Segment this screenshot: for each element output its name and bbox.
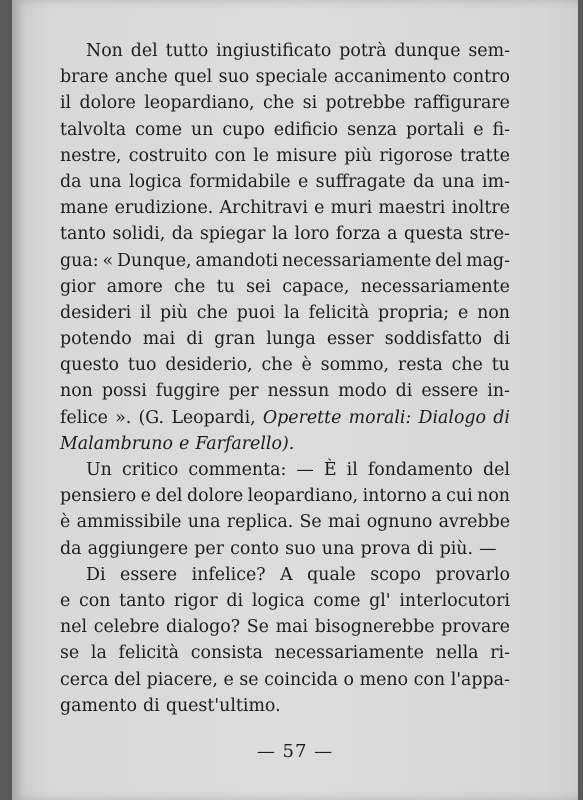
word: e xyxy=(179,433,190,454)
word: di xyxy=(186,329,204,350)
word: essere xyxy=(120,564,178,585)
word: suffragate xyxy=(315,171,406,192)
text-line xyxy=(60,405,510,431)
word: portali xyxy=(405,119,465,140)
word: dunque xyxy=(394,41,461,61)
word: commenta: xyxy=(188,460,287,480)
word: in- xyxy=(487,381,510,402)
word: con xyxy=(214,145,247,166)
word: cerca xyxy=(60,669,109,690)
word: felice xyxy=(60,407,108,428)
word: speciale xyxy=(255,67,328,88)
word: amandoti xyxy=(195,250,279,271)
word: sei xyxy=(246,276,271,297)
word: fuggire xyxy=(155,381,220,402)
word: che xyxy=(261,355,293,376)
word: e xyxy=(60,590,71,611)
word: del xyxy=(435,250,463,271)
word: spiegar xyxy=(199,224,266,245)
word: ognuno xyxy=(366,512,433,533)
word: a xyxy=(431,486,442,507)
word: con xyxy=(79,590,111,611)
word: soddisfatto xyxy=(384,329,483,350)
word: esser xyxy=(326,329,374,350)
word: o xyxy=(343,669,355,690)
word: che xyxy=(263,93,295,114)
word: meno xyxy=(359,669,409,690)
text-line xyxy=(60,221,510,247)
word: tu xyxy=(216,276,235,297)
word: mai xyxy=(142,329,176,350)
word: questo xyxy=(60,355,120,376)
word: scopo xyxy=(370,564,421,585)
word: Dunque, xyxy=(117,250,192,271)
word: È xyxy=(323,460,337,480)
word: tuo xyxy=(127,355,157,376)
text-line xyxy=(60,640,510,666)
word: prova xyxy=(360,538,411,559)
word: formidabile xyxy=(189,171,291,192)
word: possi xyxy=(101,381,147,402)
word: di xyxy=(395,381,413,402)
word: pensiero xyxy=(60,486,137,507)
paragraph xyxy=(60,457,510,562)
word: del xyxy=(130,41,158,61)
text-line xyxy=(60,588,510,614)
word: desideri xyxy=(60,302,132,323)
word: un xyxy=(190,119,214,140)
word: resta xyxy=(397,355,443,376)
word: potrà xyxy=(339,41,387,61)
text-line xyxy=(60,536,510,562)
word: ammissibile xyxy=(76,512,182,533)
word: una xyxy=(187,512,221,533)
word: e xyxy=(297,171,309,192)
word: dialogo? xyxy=(166,617,241,638)
word: una xyxy=(441,171,475,192)
word: provare xyxy=(441,617,510,638)
word: Di xyxy=(86,564,106,585)
word: solidi, xyxy=(112,224,166,245)
word: accanimento xyxy=(333,67,447,88)
word: edificio xyxy=(273,119,339,140)
word: Se xyxy=(246,617,269,638)
word: maestri xyxy=(378,198,446,219)
word: e xyxy=(473,119,484,140)
word: più xyxy=(344,145,373,166)
text-line xyxy=(60,195,510,221)
word: stre- xyxy=(469,224,510,245)
word: non xyxy=(477,486,510,507)
word: nel xyxy=(60,617,88,638)
word: interlocutori xyxy=(399,590,510,611)
word: tanto xyxy=(119,590,166,611)
word: la xyxy=(90,643,107,664)
word: « xyxy=(102,250,114,271)
word: sem- xyxy=(468,41,510,61)
word: contro xyxy=(452,67,510,88)
word: nessun xyxy=(267,381,330,402)
word: im- xyxy=(482,171,510,192)
word: è xyxy=(301,355,312,376)
word: che xyxy=(196,302,228,323)
text-line xyxy=(60,90,510,116)
word: forza xyxy=(335,224,381,245)
word: tutto xyxy=(165,41,209,61)
word: A xyxy=(280,564,293,585)
word: come xyxy=(313,590,361,611)
word: quale xyxy=(307,564,356,585)
word: avrebbe xyxy=(438,512,510,533)
word: necessariamente xyxy=(281,250,432,271)
word: (G. xyxy=(138,407,165,428)
word: Un xyxy=(86,460,112,480)
word: da xyxy=(412,171,435,192)
word: logica xyxy=(251,590,305,611)
word: il xyxy=(60,93,72,114)
word: una xyxy=(88,171,122,192)
word: leopardiano, xyxy=(247,486,359,507)
word: amore xyxy=(106,276,163,297)
word: necessariamente xyxy=(360,276,510,297)
text-line xyxy=(60,614,510,640)
word: questa xyxy=(404,224,463,245)
word: di xyxy=(143,695,160,716)
word: quest'ultimo. xyxy=(165,695,281,716)
word: modo xyxy=(338,381,387,402)
word: di xyxy=(416,538,434,559)
word: consista xyxy=(190,643,263,664)
word: Leopardi, xyxy=(171,407,256,428)
word: puoi xyxy=(236,302,276,323)
word: e xyxy=(223,669,234,690)
word: Malambruno xyxy=(60,433,173,454)
word: Dialogo xyxy=(418,407,487,428)
word: mai xyxy=(328,512,361,533)
word: bisognerebbe xyxy=(314,617,435,638)
word: inoltre xyxy=(451,198,510,219)
word: di xyxy=(226,590,244,611)
word: e xyxy=(457,302,469,323)
word: tu xyxy=(491,355,510,376)
word: desiderio, xyxy=(165,355,253,376)
word: mag- xyxy=(466,250,510,271)
word: rigorose xyxy=(379,145,453,166)
word: per xyxy=(194,538,225,559)
word: che xyxy=(174,276,206,297)
word: non xyxy=(477,302,510,323)
word: logica xyxy=(129,171,182,192)
word: ». xyxy=(115,407,132,428)
word: potendo xyxy=(60,329,132,350)
word: potrebbe xyxy=(325,93,406,114)
word: senza xyxy=(347,119,398,140)
word: da xyxy=(171,224,194,245)
text-line xyxy=(60,693,510,719)
word: leopardiano, xyxy=(144,93,255,114)
word: gran xyxy=(214,329,256,350)
text-line xyxy=(60,431,510,457)
word: aggiungere xyxy=(87,538,189,559)
word: loro xyxy=(294,224,330,245)
word: replica. xyxy=(226,512,294,533)
word: quel xyxy=(174,67,213,88)
word: Operette xyxy=(262,407,342,428)
word: misure xyxy=(276,145,338,166)
word: il xyxy=(140,302,152,323)
word: ri- xyxy=(490,643,510,664)
word: felicità xyxy=(308,302,370,323)
word: nella xyxy=(435,643,479,664)
word: Architravi xyxy=(219,198,308,219)
word: costruito xyxy=(128,145,208,166)
word: anche xyxy=(114,67,168,88)
book-page xyxy=(12,0,578,800)
word: tratte xyxy=(460,145,510,166)
word: erudizione. xyxy=(114,198,214,219)
text-line xyxy=(60,509,510,535)
word: e xyxy=(140,486,151,507)
word: la xyxy=(283,302,300,323)
word: cupo xyxy=(222,119,265,140)
word: fondamento xyxy=(367,460,473,480)
word: piacere, xyxy=(146,669,218,690)
text-line xyxy=(60,562,510,588)
word: provarlo xyxy=(435,564,510,585)
text-line xyxy=(60,143,510,169)
word: si xyxy=(302,93,318,114)
body-text xyxy=(60,38,510,719)
word: suo xyxy=(218,67,250,88)
text-line xyxy=(60,667,510,693)
word: del xyxy=(155,486,183,507)
word: se xyxy=(239,669,259,690)
word: a xyxy=(387,224,398,245)
word: sommo, xyxy=(320,355,390,376)
word: necessariamente xyxy=(274,643,424,664)
word: di xyxy=(493,329,510,350)
word: conto xyxy=(230,538,279,559)
word: gua: xyxy=(60,250,99,271)
word: è xyxy=(60,512,71,533)
word: del xyxy=(482,460,510,480)
text-line xyxy=(60,457,510,483)
word: la xyxy=(272,224,289,245)
word: più xyxy=(159,302,188,323)
word: le xyxy=(253,145,270,166)
word: più. xyxy=(439,538,474,559)
text-line xyxy=(60,326,510,352)
word: Non xyxy=(86,41,123,61)
word: non xyxy=(60,381,93,402)
word: — xyxy=(296,460,314,480)
word: talvolta xyxy=(60,119,127,140)
word: intorno xyxy=(362,486,427,507)
word: coincida xyxy=(264,669,338,690)
word: mai xyxy=(275,617,309,638)
word: da xyxy=(60,171,82,192)
text-line xyxy=(60,300,510,326)
word: il xyxy=(346,460,358,480)
text-line xyxy=(60,378,510,404)
word: gamento xyxy=(60,695,137,716)
word: celebre xyxy=(93,617,160,638)
paragraph xyxy=(60,562,510,719)
word: propria; xyxy=(378,302,450,323)
word: tanto xyxy=(60,224,107,245)
word: Se xyxy=(299,512,322,533)
word: gl' xyxy=(369,590,391,611)
word: gior xyxy=(60,276,96,297)
text-line xyxy=(60,117,510,143)
paragraph xyxy=(60,38,510,457)
word: di xyxy=(493,407,510,428)
word: fi- xyxy=(492,119,510,140)
word: una xyxy=(321,538,355,559)
word: dolore xyxy=(79,93,136,114)
word: — xyxy=(479,538,497,559)
word: con xyxy=(413,669,446,690)
word: per xyxy=(228,381,259,402)
word: dolore xyxy=(186,486,244,507)
word: morali: xyxy=(348,407,412,428)
word: l'appa- xyxy=(450,669,510,690)
text-line xyxy=(60,248,510,274)
word: come xyxy=(135,119,183,140)
word: felicità xyxy=(118,643,180,664)
word: suo xyxy=(285,538,316,559)
word: nestre, xyxy=(60,145,122,166)
text-line xyxy=(60,483,510,509)
word: critico xyxy=(121,460,179,480)
text-line xyxy=(60,38,510,64)
word: lunga xyxy=(266,329,316,350)
word: del xyxy=(114,669,142,690)
word: mane xyxy=(60,198,109,219)
word: rigor xyxy=(173,590,218,611)
word: se xyxy=(60,643,80,664)
text-line xyxy=(60,64,510,90)
page-number: — 57 — xyxy=(256,741,334,762)
word: Farfarello). xyxy=(195,433,295,454)
text-line xyxy=(60,352,510,378)
word: raffigurare xyxy=(413,93,510,114)
word: capace, xyxy=(282,276,350,297)
word: essere xyxy=(421,381,479,402)
word: da xyxy=(60,538,82,559)
word: che xyxy=(451,355,483,376)
word: ingiustificato xyxy=(216,41,332,61)
word: e xyxy=(314,198,325,219)
word: brare xyxy=(60,67,109,88)
text-line xyxy=(60,169,510,195)
word: cui xyxy=(446,486,473,507)
text-line xyxy=(60,274,510,300)
word: infelice? xyxy=(191,564,266,585)
word: muri xyxy=(330,198,373,219)
